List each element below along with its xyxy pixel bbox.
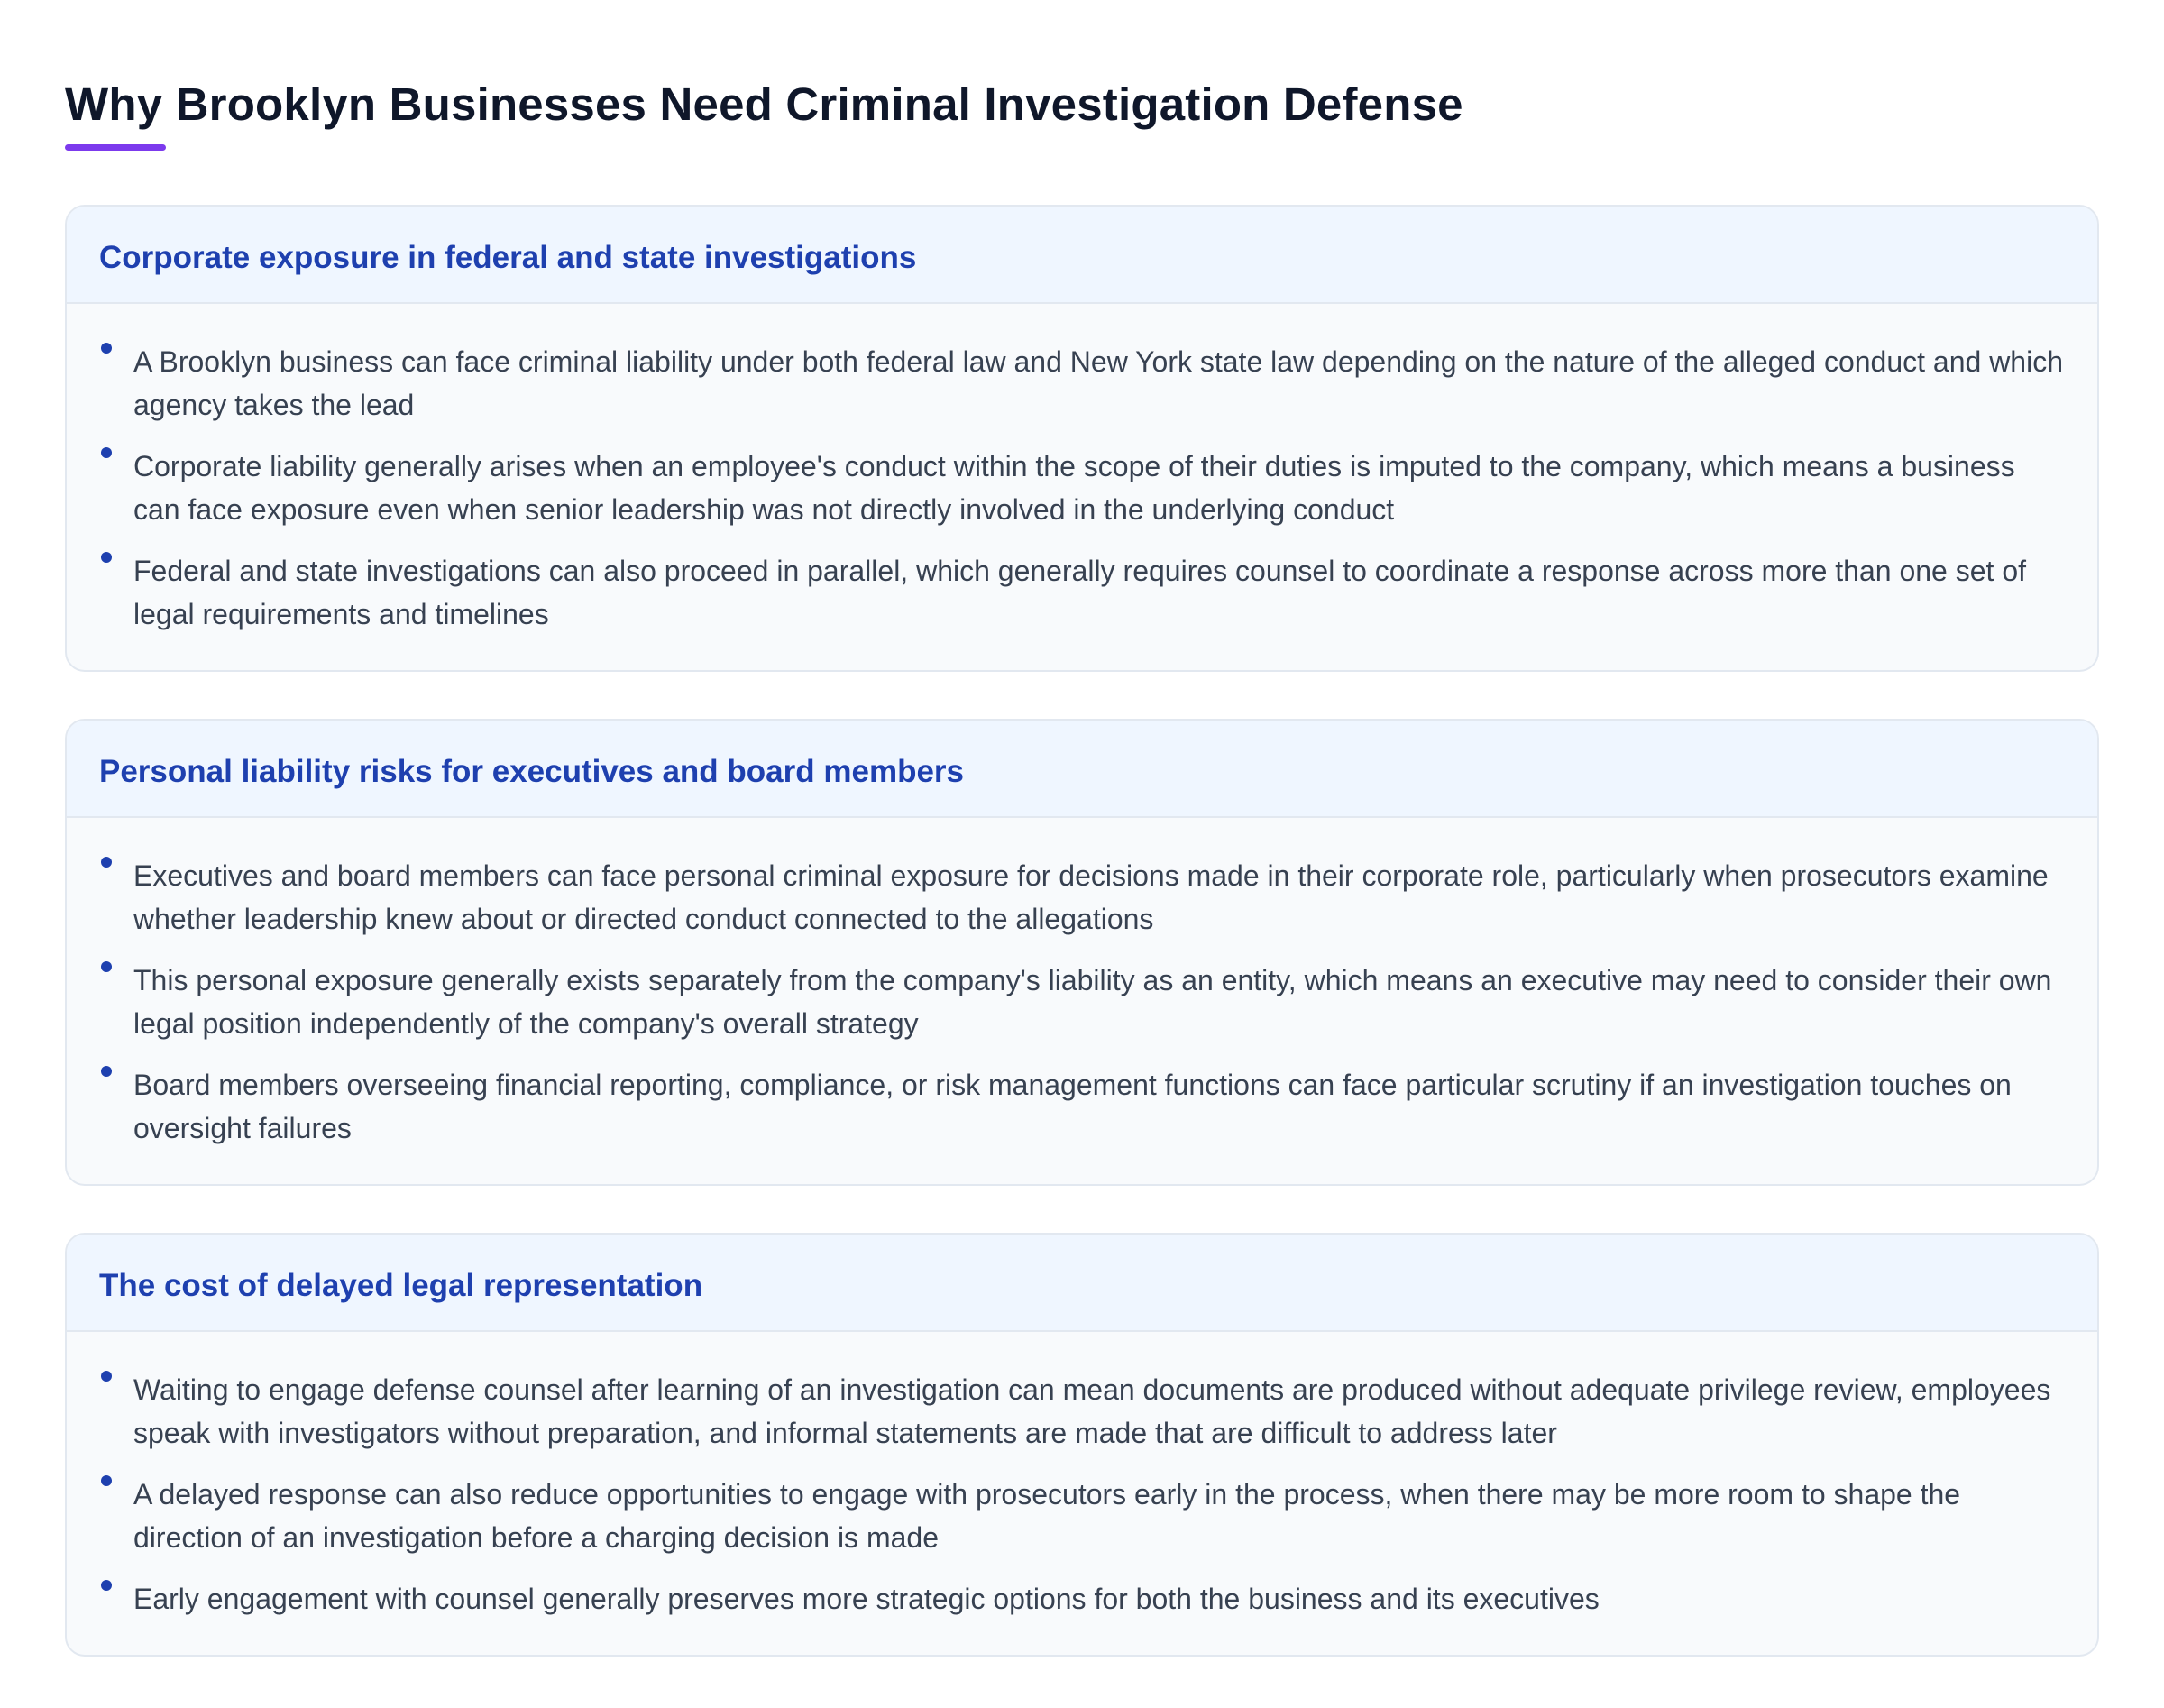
bullet-dot-icon <box>101 447 112 458</box>
list-item <box>99 445 2065 531</box>
title-underline <box>65 144 166 151</box>
section-body <box>67 818 2097 1184</box>
section-heading: The cost of delayed legal representation <box>99 1268 703 1303</box>
bullet-dot-icon <box>101 552 112 563</box>
page-title: Why Brooklyn Businesses Need Criminal Investigation Defense <box>65 78 1463 130</box>
section-card-personal-liability <box>65 719 2099 1186</box>
list-item-text: Waiting to engage defense counsel after learning of an investigation can mean documents are produced without adequate privilege review, employees speak with investigators without preparation, and informal statements are made that are difficult to address later <box>133 1373 2051 1449</box>
list-item-text: This personal exposure generally exists separately from the company's liability as an entity, which means an executive may need to consider their own legal position independently of the company's overall strategy <box>133 964 2052 1040</box>
bullet-dot-icon <box>101 1371 112 1382</box>
section-header <box>67 721 2097 818</box>
bullet-list <box>99 854 2065 1150</box>
bullet-list <box>99 340 2065 636</box>
bullet-dot-icon <box>101 857 112 868</box>
section-heading: Personal liability risks for executives and board members <box>99 754 964 789</box>
bullet-dot-icon <box>101 961 112 972</box>
list-item-text: A Brooklyn business can face criminal liability under both federal law and New York state law depending on the nature of the alleged conduct and which agency takes the lead <box>133 345 2063 421</box>
section-heading: Corporate exposure in federal and state investigations <box>99 240 917 275</box>
list-item <box>99 1368 2065 1455</box>
list-item-text: Executives and board members can face personal criminal exposure for decisions made in their corporate role, particularly when prosecutors examine whether leadership knew about or directed conduct connected to the allegations <box>133 859 2049 935</box>
bullet-dot-icon <box>101 1475 112 1486</box>
section-body <box>67 1332 2097 1655</box>
bullet-dot-icon <box>101 1066 112 1077</box>
section-header <box>67 207 2097 304</box>
list-item-text: Federal and state investigations can also proceed in parallel, which generally requires counsel to coordinate a response across more than one set of legal requirements and timelines <box>133 555 2026 630</box>
list-item <box>99 854 2065 941</box>
section-card-corporate-exposure <box>65 205 2099 672</box>
list-item <box>99 1577 2065 1621</box>
list-item-text: Board members overseeing financial reporting, compliance, or risk management functions can face particular scrutiny if an investigation touches on oversight failures <box>133 1069 2012 1144</box>
list-item <box>99 1473 2065 1559</box>
list-item <box>99 340 2065 427</box>
list-item-text: Corporate liability generally arises when an employee's conduct within the scope of their duties is imputed to the company, which means a business can face exposure even when senior leadership was not directly involved in the underlying conduct <box>133 450 2015 526</box>
list-item-text: A delayed response can also reduce opportunities to engage with prosecutors early in the process, when there may be more room to shape the direction of an investigation before a charging decision is made <box>133 1478 1961 1554</box>
section-card-delayed-representation <box>65 1233 2099 1657</box>
list-item <box>99 1063 2065 1150</box>
section-header <box>67 1235 2097 1332</box>
bullet-dot-icon <box>101 343 112 354</box>
list-item <box>99 549 2065 636</box>
bullet-list <box>99 1368 2065 1621</box>
list-item <box>99 959 2065 1045</box>
bullet-dot-icon <box>101 1580 112 1591</box>
list-item-text: Early engagement with counsel generally preserves more strategic options for both the business and its executives <box>133 1583 1600 1615</box>
section-body <box>67 304 2097 670</box>
